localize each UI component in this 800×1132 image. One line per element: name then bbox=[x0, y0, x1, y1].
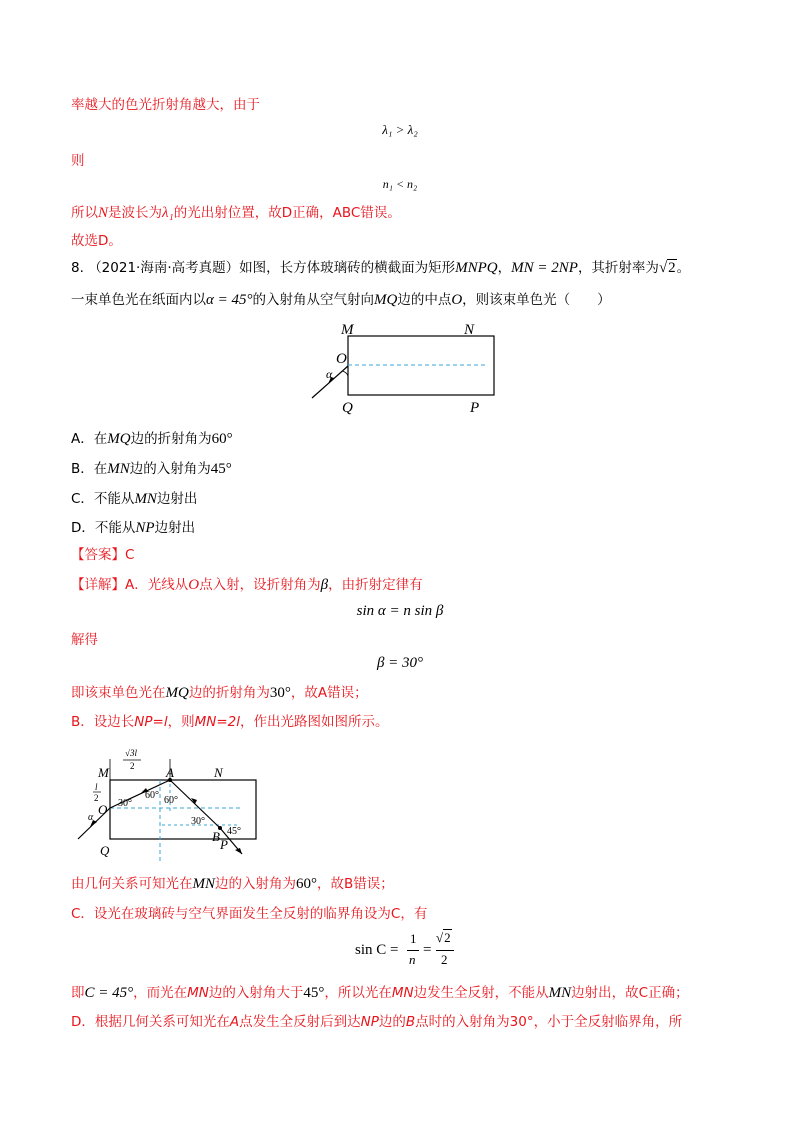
text-line bbox=[71, 1012, 682, 1032]
text: ，其折射率为 bbox=[577, 260, 659, 276]
symbol: NP bbox=[135, 520, 155, 536]
text: 点入射，设折射角为 bbox=[199, 577, 321, 593]
text: D．根据几何关系可知光在 bbox=[71, 1014, 230, 1030]
text: 点发生全反射后到达 bbox=[239, 1014, 361, 1030]
option-b bbox=[71, 459, 232, 479]
label-Q: Q bbox=[342, 400, 353, 416]
text-line bbox=[71, 983, 689, 1003]
figure-glass-brick bbox=[300, 318, 500, 418]
symbol: NP bbox=[360, 1014, 379, 1030]
angle-30: 30° bbox=[191, 816, 205, 827]
equation-lhs: sin C = bbox=[355, 942, 399, 958]
angle-45: 45° bbox=[227, 826, 241, 837]
text: ，所以光在 bbox=[324, 985, 392, 1001]
value: 30° bbox=[269, 685, 291, 701]
fraction-denominator: 2 bbox=[441, 952, 448, 967]
label-sqrt3l: √3l bbox=[125, 748, 137, 758]
value: 45° bbox=[303, 985, 325, 1001]
text: 点时的入射角为30°，小于全反射临界角，所 bbox=[415, 1014, 683, 1030]
text: 即 bbox=[71, 985, 85, 1001]
equation-lambda: λ₁ > λ₂ bbox=[382, 122, 418, 137]
symbol: α = 45° bbox=[206, 292, 253, 308]
symbol: MN bbox=[192, 876, 215, 892]
text-line: 解得 bbox=[71, 632, 98, 648]
question-stem bbox=[71, 258, 690, 278]
fraction-bar bbox=[407, 950, 419, 951]
detail-line bbox=[71, 575, 423, 595]
angle-60: 60° bbox=[145, 790, 159, 801]
symbol: O bbox=[451, 292, 463, 308]
angle-arc bbox=[342, 371, 348, 376]
symbol: O bbox=[188, 577, 200, 593]
label-two: 2 bbox=[130, 761, 135, 771]
text: 一束单色光在纸面内以 bbox=[71, 292, 206, 308]
text: B．设边长 bbox=[71, 714, 135, 730]
text: 边发生全反射，不能从 bbox=[413, 985, 549, 1001]
value: 60° bbox=[296, 876, 317, 892]
symbol: MQ bbox=[107, 431, 131, 447]
symbol: MN bbox=[548, 985, 572, 1001]
text: 即该束单色光在 bbox=[71, 685, 166, 701]
label-l: l bbox=[95, 782, 98, 792]
label-N: N bbox=[464, 322, 475, 338]
text-line bbox=[71, 203, 401, 223]
text-line: 故选D。 bbox=[71, 233, 122, 249]
text: 是波长为 bbox=[108, 205, 163, 221]
text: 如图，长方体玻璃砖的横截面为矩形 bbox=[239, 260, 456, 276]
label-M: M bbox=[98, 765, 109, 780]
text: 边的折射角为 bbox=[188, 685, 270, 701]
figure-light-path bbox=[70, 742, 270, 872]
text: 边的入射角为 bbox=[129, 461, 211, 477]
text: 边的中点 bbox=[397, 292, 452, 308]
symbol: MN bbox=[391, 985, 414, 1001]
text: 的光出射位置，故D正确，ABC错误。 bbox=[173, 205, 401, 221]
text: 边的入射角为 bbox=[215, 876, 296, 892]
text: 边射出 bbox=[154, 520, 196, 536]
text-line bbox=[71, 683, 368, 703]
text: 边的折射角为 bbox=[130, 431, 212, 447]
label-l2: 2 bbox=[94, 793, 99, 803]
arrow-icon bbox=[235, 848, 242, 854]
option-label: D．不能从 bbox=[71, 520, 136, 536]
label-B: B bbox=[212, 829, 220, 844]
text: 【详解】A．光线从 bbox=[71, 577, 189, 593]
value: 45° bbox=[210, 461, 232, 477]
text-line bbox=[71, 874, 394, 894]
text: ，则 bbox=[167, 714, 195, 730]
text-line: 则 bbox=[71, 153, 85, 169]
symbol: MN bbox=[134, 491, 157, 507]
text: ， bbox=[497, 260, 512, 276]
text: ，由折射定律有 bbox=[328, 577, 423, 593]
answer-label: 【答案】C bbox=[71, 547, 135, 563]
option-label: A．在 bbox=[71, 431, 108, 447]
text: ，故B错误； bbox=[317, 876, 394, 892]
symbol: MN bbox=[187, 985, 209, 1001]
text: 边的入射角大于 bbox=[208, 985, 304, 1001]
label-alpha: α bbox=[88, 812, 94, 823]
symbol: MN = 2NP bbox=[511, 260, 578, 276]
text-line: 率越大的色光折射角越大，由于 bbox=[71, 97, 260, 113]
label-A: A bbox=[166, 765, 174, 780]
equation-sinC bbox=[355, 930, 475, 970]
symbol: B bbox=[405, 1014, 416, 1030]
question-number: 8. bbox=[71, 260, 84, 276]
symbol: NP=l bbox=[134, 714, 168, 730]
label-alpha: α bbox=[326, 367, 333, 381]
label-P: P bbox=[220, 837, 228, 852]
text: 边射出 bbox=[156, 491, 198, 507]
option-c bbox=[71, 489, 197, 509]
angle-60: 60° bbox=[164, 795, 178, 806]
label-O: O bbox=[336, 351, 347, 367]
text: 由几何关系可知光在 bbox=[71, 876, 193, 892]
angle-30: 30° bbox=[118, 798, 132, 809]
fraction-numerator: √2 bbox=[436, 930, 451, 945]
text: ，则该束单色光（ ） bbox=[462, 292, 611, 308]
fraction-denominator: n bbox=[409, 952, 416, 967]
symbol: MQ bbox=[165, 685, 189, 701]
fraction-bar bbox=[436, 950, 454, 951]
text: 的入射角从空气射向 bbox=[252, 292, 374, 308]
label-N: N bbox=[214, 765, 223, 780]
option-d bbox=[71, 518, 195, 538]
text: ，作出光路图如图所示。 bbox=[239, 714, 389, 730]
text: 。 bbox=[676, 260, 691, 276]
text: 边的 bbox=[378, 1014, 406, 1030]
text: 所以 bbox=[71, 205, 98, 221]
value: 60° bbox=[211, 431, 233, 447]
symbol: N bbox=[98, 205, 109, 221]
question-stem-line2 bbox=[71, 290, 611, 310]
equation-beta: β = 30° bbox=[376, 655, 424, 671]
symbol: A bbox=[229, 1014, 240, 1030]
label-O: O bbox=[98, 802, 108, 817]
label-M: M bbox=[341, 322, 354, 338]
sqrt-symbol: √2 bbox=[658, 260, 676, 276]
equals-sign: = bbox=[423, 942, 432, 958]
label-P: P bbox=[470, 400, 480, 416]
text: ，而光在 bbox=[133, 985, 188, 1001]
symbol: MQ bbox=[374, 292, 398, 308]
equation-snell: sin α = n sin β bbox=[356, 603, 444, 619]
option-label: B．在 bbox=[71, 461, 108, 477]
symbol: MNPQ bbox=[455, 260, 498, 276]
symbol: β bbox=[320, 577, 329, 593]
option-label: C．不能从 bbox=[71, 491, 135, 507]
text-line: C．设光在玻璃砖与空气界面发生全反射的临界角设为C，有 bbox=[71, 906, 428, 922]
label-Q: Q bbox=[100, 843, 110, 858]
text-line bbox=[71, 712, 388, 732]
symbol: λ₁ bbox=[162, 205, 174, 221]
question-source: （2021·海南·高考真题） bbox=[88, 260, 240, 276]
symbol: MN bbox=[107, 461, 130, 477]
fraction-numerator: 1 bbox=[410, 931, 417, 946]
symbol: MN=2l bbox=[194, 714, 240, 730]
symbol: C = 45° bbox=[84, 985, 134, 1001]
equation-n: n₁ < n₂ bbox=[382, 177, 418, 191]
text: 边射出，故C正确； bbox=[571, 985, 689, 1001]
option-a bbox=[71, 429, 233, 449]
text: ，故A错误； bbox=[290, 685, 368, 701]
